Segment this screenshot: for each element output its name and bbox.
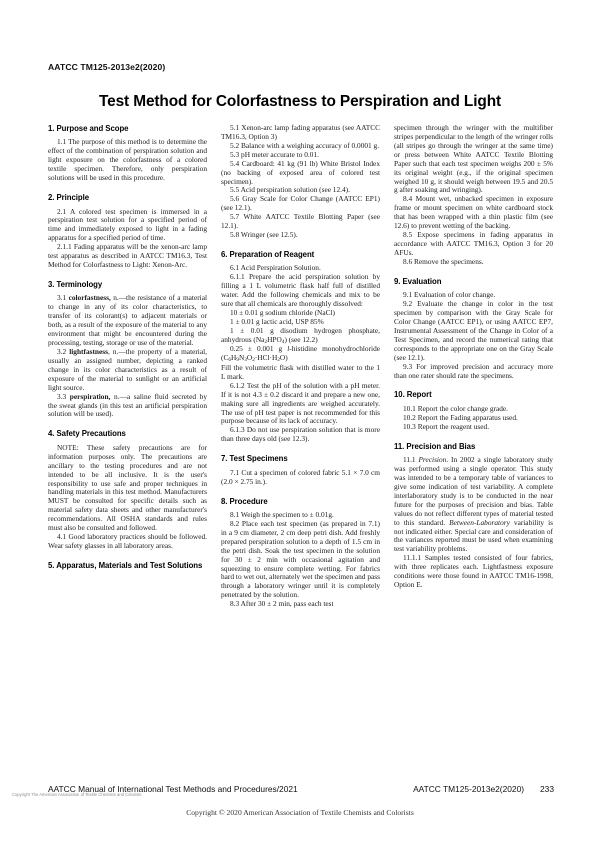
precision-paragraph: 11.1 Precision. In 2002 a single laboratory study was performed using a single operator. This study was intended to be a temporary table of variances to give some indication of test variability. A complete interlaboratory study is to be conducted in the near future for the purposes of precision and bias. Table values do not reflect different types of material tested to this standard. Between-Laboratory variability is not indicated either. Special care and consideration of the variances reported must be used when examining test variability problems.: [394, 455, 553, 554]
paragraph: 5.2 Balance with a weighing accuracy of 0.0001 g.: [230, 140, 380, 150]
paragraph: 10.3 Report the reagent used.: [403, 421, 490, 431]
section-heading: 3. Terminology: [48, 280, 103, 289]
paragraph: 1 ± 0.01 g lactic acid, USP 85%: [230, 316, 324, 326]
paragraph: 2.1.1 Fading apparatus will be the xenon-arc lamp test apparatus as described in AATCC TM16.3, Test Method for Colorfastness to Light: Xenon-Arc.: [48, 242, 207, 270]
column-2: [221, 124, 380, 764]
italic-term-2: Between-Laboratory: [449, 517, 510, 527]
chemical-phosphate: 1 ± 0.01 g disodium hydrogen phosphate, anhydrous $(Na_2HPO_4)$ (see 12.2): [221, 325, 380, 345]
section-heading: 2. Principle: [48, 193, 90, 203]
paragraph: 8.5 Expose specimens in fading apparatus in accordance with AATCC TM16.3, Option 3 for 20 AFUs.: [394, 230, 553, 257]
paragraph: 5.3 pH meter accurate to 0.01.: [230, 149, 319, 159]
column-3: [394, 124, 553, 764]
paragraph: 6.1.1 Prepare the acid perspiration solution by filling a 1 L volumetric flask half full of distilled water. Add the following chemicals and mix to be sure that all chemicals are thoroughly dissolved:: [221, 272, 380, 309]
paragraph: 5.6 Gray Scale for Color Change (AATCC EP1) (see 12.1).: [221, 194, 380, 213]
footer-manual-title: AATCC Manual of International Test Methods and Procedures/2021: [48, 784, 298, 794]
paragraph: 5.8 Wringer (see 12.5).: [230, 230, 298, 240]
paragraph: 8.3 After 30 ± 2 min, pass each test: [230, 599, 334, 609]
document-id: AATCC TM125-2013e2(2020): [48, 62, 166, 72]
defined-term: perspiration,: [69, 391, 111, 401]
section-heading: 9. Evaluation: [394, 276, 442, 286]
body-columns: [48, 124, 554, 764]
footer-document-id: AATCC TM125-2013e2(2020): [413, 784, 525, 794]
copyright-notice: Copyright © 2020 American Association of Textile Chemists and Colorists: [186, 808, 414, 817]
paragraph: 2.1 A colored test specimen is immersed in a perspiration test solution for a specified period of time and immediately exposed to light in a fading apparatus for a specified period of time.: [48, 206, 207, 243]
italic-term: Precision: [418, 455, 447, 465]
margin-copyright-stamp: Copyright The American Association of Textile Chemists and Colorists: [12, 792, 142, 797]
term-colorfastness: 3.1 colorfastness, n.—the resistance of a material to change in any of its color characteristics, to transfer of its colorant(s) to adjacent materials or both, as a result of the exposure of the material to any environment that might be encountered during the processing, testing, storage or use of the material.: [48, 293, 208, 348]
defined-term: lightfastness: [69, 347, 108, 356]
paragraph: 6.1.3 Do not use perspiration solution that is more than three days old (see 12.3).: [221, 425, 380, 444]
page-number: 233: [540, 784, 554, 794]
term-perspiration: 3.3 perspiration, n.—a saline fluid secreted by the sweat glands (in this test an artificial perspiration solution will be used).: [48, 391, 207, 419]
paragraph: NOTE: These safety precautions are for information purposes only. The precautions are ancillary to the testing procedures and are not intended to be all inclusive. It is the user's responsibility to use safe and proper techniques in handling materials in this test method. Manufacturers MUST be consulted for specific details such as material safety data sheets and other manufacturer's recommendations. All OSHA standards and rules must also be consulted and followed.: [48, 442, 207, 533]
section-heading: 11. Precision and Bias: [394, 441, 476, 451]
paragraph: 7.1 Cut a specimen of colored fabric 5.1 × 7.0 cm (2.0 × 2.75 in.).: [221, 467, 380, 486]
paragraph: 4.1 Good laboratory practices should be followed. Wear safety glasses in all laboratory areas.: [48, 532, 207, 550]
column-1: [48, 124, 207, 764]
paragraph: Fill the volumetric flask with distilled water to the 1 L mark.: [221, 362, 380, 381]
paragraph: 10.2 Report the Fading apparatus used.: [403, 412, 518, 422]
section-heading: 4. Safety Precautions: [48, 429, 126, 439]
paragraph: 11.1.1 Samples tested consisted of four fabrics, with three replicates each. Lightfastness exposure conditions were those found in AATCC TM16-1998, Option E.: [394, 553, 553, 590]
paragraph: 5.7 White AATCC Textile Blotting Paper (see 12.1).: [221, 212, 380, 231]
paragraph: 5.5 Acid perspiration solution (see 12.4).: [230, 185, 350, 195]
paragraph: 8.1 Weigh the specimen to ± 0.01g.: [230, 509, 334, 519]
section-heading: 7. Test Specimens: [221, 454, 288, 464]
section-heading: 5. Apparatus, Materials and Test Solutions: [48, 560, 203, 570]
section-heading: 10. Report: [394, 390, 432, 400]
paragraph: 8.4 Mount wet, unbacked specimen in exposure frame or mount specimen on white cardboard stock that has been wrapped with a thin plastic film (see 12.6) to prevent wetting of the backing.: [394, 194, 553, 231]
paragraph: 8.6 Remove the specimens.: [403, 256, 484, 266]
page-title: Test Method for Colorfastness to Perspiration and Light: [98, 93, 502, 111]
paragraph: 9.2 Evaluate the change in color in the test specimen by comparison with the Gray Scale for Color Change (AATCC EP1), or using AATCC EP7, Instrumental Assessment of the Change in Color of a Test Specimen, and record the numerical rating that corresponds to the appropriate one on the Gray Scale (see 12.1).: [394, 299, 553, 362]
paragraph: 9.3 For improved precision and accuracy more than one rater should rate the specimens.: [394, 361, 553, 380]
paragraph: 5.1 Xenon-arc lamp fading apparatus (see AATCC TM16.3, Option 3): [221, 123, 380, 141]
paragraph: specimen through the wringer with the multifiber stripes perpendicular to the length of the wringer rolls (all stripes go through the wringer at the same time) or press between White AATCC Textile Blotting Paper such that each test specimen weighs 200 ± 5% its original weight (e.g., if the original specimen weighed 10 g, it should weigh between 19.5 and 20.5 g after soaking and wringing).: [394, 123, 553, 195]
section-heading: 8. Procedure: [221, 496, 268, 506]
footer-right-group: [413, 784, 554, 794]
term-lightfastness: 3.2 lightfastness, n.—the property of a material, usually an assigned number, depicting a ranked change in its color characteristics as a result of exposure of the material to sunlight or an artificial light source.: [48, 347, 207, 392]
paragraph: 6.1 Acid Perspiration Solution.: [230, 263, 321, 273]
section-heading: 6. Preparation of Reagent: [221, 249, 315, 259]
paragraph: 5.4 Cardboard: 41 kg (91 lb) White Bristol Index (no backing of exposed area of colored test specimen).: [221, 158, 380, 186]
paragraph: 10 ± 0.01 g sodium chloride (NaCl): [230, 308, 335, 318]
defined-term: colorfastness,: [68, 293, 111, 303]
paragraph: 1.1 The purpose of this method is to determine the effect of the combination of perspiration solution and light exposure on the colorfastness of a colored textile specimen. Therefore, only perspiration solutions will be used in this procedure.: [48, 137, 207, 183]
paragraph: 6.1.2 Test the pH of the solution with a pH meter. If it is not 4.3 ± 0.2 discard it and prepare a new one, making sure all ingredients are weighed accurately. The use of pH test paper is not recommended for this purpose because of its lack of accuracy.: [221, 380, 380, 426]
chemical-histidine: 0.25 ± 0.001 g l-histidine monohydrochloride $(C_6H_9N_3O_2\cdot HCl\cdot H_2O)$: [221, 344, 381, 364]
paragraph: 9.1 Evaluation of color change.: [403, 290, 496, 300]
section-heading: 1. Purpose and Scope: [48, 124, 129, 133]
paragraph: 8.2 Place each test specimen (as prepared in 7.1) in a 9 cm diameter, 2 cm deep petri dish. Add freshly prepared perspiration solution to a depth of 1.5 cm in the petri dish. Soak the test specimen in the solution for 30 ± 2 min with occasional agitation and squeezing to ensure complete wetting. For fabrics hard to wet out, alternately wet the specimen and pass through a laboratory wringer until it is completely penetrated by the solution.: [221, 518, 380, 600]
paragraph: 10.1 Report the color change grade.: [403, 403, 509, 413]
